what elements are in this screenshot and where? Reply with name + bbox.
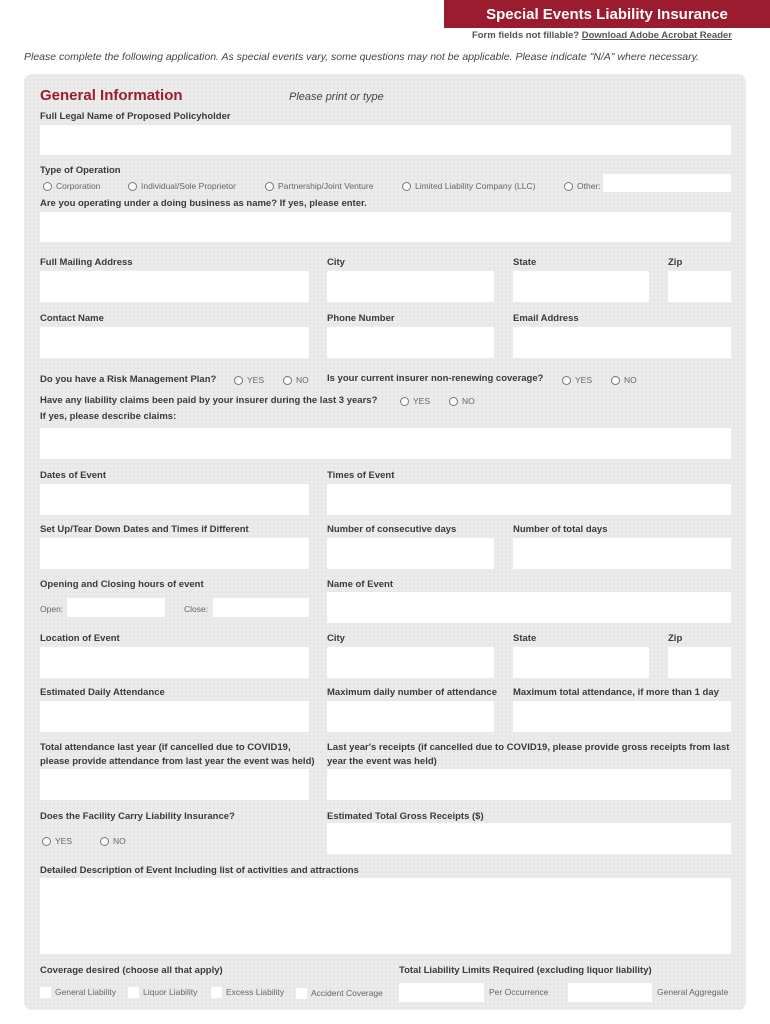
state-field[interactable] [513,271,649,302]
radio-icon [42,837,51,846]
option-partnership[interactable] [265,180,373,192]
mailing-address-field[interactable] [40,271,309,302]
location-field[interactable] [40,647,309,678]
facility-yes[interactable] [42,835,72,847]
type-of-operation-label: Type of Operation [40,165,121,176]
claims-paid-label: Have any liability claims been paid by your insurer during the last 3 years? [40,395,378,406]
option-llc[interactable] [402,180,535,192]
option-sole-proprietor[interactable] [128,180,236,192]
total-last-year-field[interactable] [40,769,309,800]
location-state-label: State [513,633,537,644]
option-label: NO [296,375,309,385]
radio-icon [234,376,243,385]
per-occurrence-label: Per Occurrence [489,987,549,997]
radio-icon [449,397,458,406]
fillable-note [472,30,732,41]
option-label: NO [624,375,637,385]
limits-required-label: Total Liability Limits Required (excluding liquor liability) [399,965,652,976]
risk-plan-yes[interactable] [234,374,264,386]
per-occurrence-field[interactable] [399,983,484,1002]
location-city-label: City [327,633,345,644]
radio-icon [564,182,573,191]
times-of-event-label: Times of Event [327,470,395,481]
contact-name-label: Contact Name [40,313,104,324]
option-label: Other: [577,181,601,191]
facility-no[interactable] [100,835,126,847]
facility-liability-label: Does the Facility Carry Liability Insurance? [40,811,235,822]
risk-plan-label: Do you have a Risk Management Plan? [40,374,217,385]
setup-teardown-field[interactable] [40,538,309,569]
max-total-label: Maximum total attendance, if more than 1 day [513,687,719,698]
radio-icon [402,182,411,191]
option-label: YES [55,836,73,846]
name-of-event-label: Name of Event [327,579,393,590]
radio-icon [43,182,52,191]
legal-name-field[interactable] [40,125,731,155]
option-label: YES [247,375,265,385]
gross-receipts-field[interactable] [327,823,731,854]
coverage-excess-liability[interactable] [211,986,284,998]
close-label: Close: [184,604,209,614]
receipts-last-year-field[interactable] [327,769,731,800]
other-operation-field[interactable] [603,174,731,192]
times-of-event-field[interactable] [327,484,731,515]
total-days-field[interactable] [513,538,731,569]
location-state-field[interactable] [513,647,649,678]
checkbox-icon [128,987,139,998]
coverage-accident[interactable] [296,987,383,999]
dates-of-event-field[interactable] [40,484,309,515]
claims-yes[interactable] [400,395,430,407]
option-label: Limited Liability Company (LLC) [415,181,536,191]
opening-closing-label: Opening and Closing hours of event [40,579,204,590]
daily-attendance-label: Estimated Daily Attendance [40,687,165,698]
risk-plan-no[interactable] [283,374,309,386]
total-days-label: Number of total days [513,524,608,535]
checkbox-icon [296,988,307,999]
claims-no[interactable] [449,395,475,407]
radio-icon [100,837,109,846]
option-corporation[interactable] [43,180,100,192]
coverage-liquor-liability[interactable] [128,986,197,998]
option-label: YES [575,375,593,385]
contact-name-field[interactable] [40,327,309,358]
general-aggregate-label: General Aggregate [657,987,729,997]
setup-teardown-label: Set Up/Tear Down Dates and Times if Different [40,524,249,535]
max-daily-field[interactable] [327,701,494,732]
dba-label: Are you operating under a doing business as name? If yes, please enter. [40,198,367,209]
radio-icon [562,376,571,385]
option-label: Individual/Sole Proprietor [141,181,236,191]
mailing-address-label: Full Mailing Address [40,257,133,268]
non-renewing-yes[interactable] [562,374,592,386]
print-note: Please print or type [289,91,384,103]
option-label: NO [113,836,126,846]
open-label: Open: [40,604,64,614]
dates-of-event-label: Dates of Event [40,470,106,481]
email-field[interactable] [513,327,731,358]
non-renewing-no[interactable] [611,374,637,386]
general-aggregate-field[interactable] [568,983,652,1002]
location-label: Location of Event [40,633,120,644]
max-total-field[interactable] [513,701,731,732]
radio-icon [400,397,409,406]
gross-receipts-label: Estimated Total Gross Receipts ($) [327,811,484,822]
dba-field[interactable] [40,212,731,242]
radio-icon [265,182,274,191]
describe-claims-field[interactable] [40,428,731,459]
location-zip-field[interactable] [668,647,731,678]
section-title: General Information [40,87,183,104]
zip-label: Zip [668,257,683,268]
daily-attendance-field[interactable] [40,701,309,732]
location-zip-label: Zip [668,633,683,644]
description-field[interactable] [40,878,731,954]
coverage-general-liability[interactable] [40,986,116,998]
option-other[interactable] [564,180,601,192]
phone-label: Phone Number [327,313,395,324]
consecutive-days-field[interactable] [327,538,494,569]
zip-field[interactable] [668,271,731,302]
receipts-last-year-label: Last year's receipts (if cancelled due to COVID19, please provide gross receipts from last year the event was held) [327,742,730,767]
city-field[interactable] [327,271,494,302]
coverage-desired-label: Coverage desired (choose all that apply) [40,965,223,976]
checkbox-icon [40,987,51,998]
location-city-field[interactable] [327,647,494,678]
consecutive-days-label: Number of consecutive days [327,524,457,535]
option-label: Accident Coverage [311,988,383,998]
fillable-prefix: Form fields not fillable? [471,30,580,41]
option-label: Partnership/Joint Venture [278,181,374,191]
phone-field[interactable] [327,327,494,358]
describe-claims-label: If yes, please describe claims: [40,411,177,422]
total-last-year-label: Total attendance last year (if cancelled due to COVID19, please provide attendance from last year the event was held) [40,742,315,767]
open-time-field[interactable] [67,598,165,617]
option-label: Corporation [56,181,101,191]
option-label: General Liability [55,987,116,997]
option-label: Liquor Liability [143,987,198,997]
state-label: State [513,257,537,268]
option-label: NO [462,396,475,406]
non-renewing-label: Is your current insurer non-renewing coverage? [327,373,544,384]
form-banner: Special Events Liability Insurance [444,0,770,28]
option-label: Excess Liability [226,987,285,997]
radio-icon [128,182,137,191]
download-acrobat-link[interactable]: Download Adobe Acrobat Reader [581,30,732,41]
max-daily-label: Maximum daily number of attendance [327,687,497,698]
description-label: Detailed Description of Event Including list of activities and attractions [40,865,359,876]
legal-name-label: Full Legal Name of Proposed Policyholder [40,111,231,122]
city-label: City [327,257,345,268]
checkbox-icon [211,987,222,998]
close-time-field[interactable] [213,598,309,617]
email-label: Email Address [513,313,579,324]
radio-icon [611,376,620,385]
name-of-event-field[interactable] [327,592,731,623]
radio-icon [283,376,292,385]
option-label: YES [413,396,431,406]
intro-text: Please complete the following application. As special events vary, some questions may not be applicable. Please indicate "N/A" where necessary. [24,51,699,63]
